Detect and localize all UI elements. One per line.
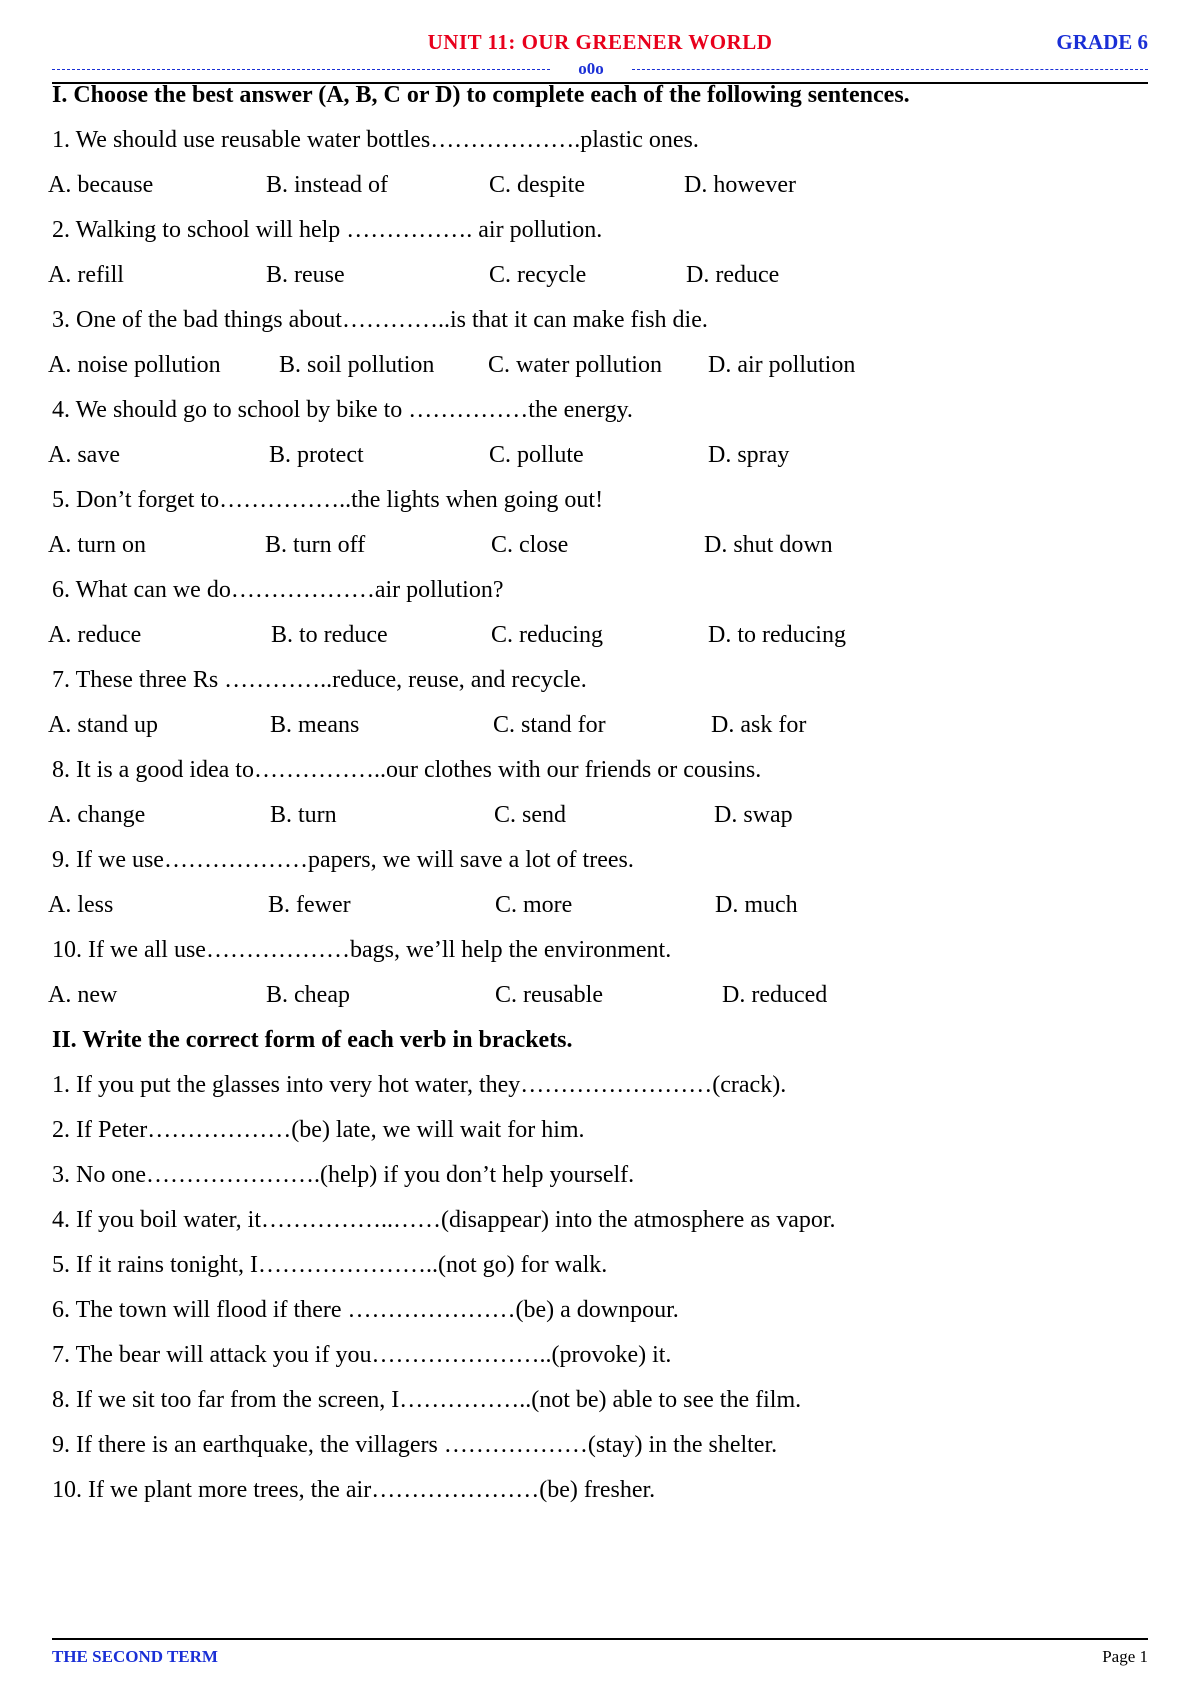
dashed-line-right bbox=[632, 69, 1148, 70]
verb-item-6: 6. The town will flood if there …………………(be) a downpour. bbox=[52, 1297, 679, 1323]
question-4: 4. We should go to school by bike to ……………the energy. bbox=[52, 397, 633, 423]
q10-option-b: B. cheap bbox=[266, 982, 350, 1008]
question-9: 9. If we use………………papers, we will save a lot of trees. bbox=[52, 847, 634, 873]
q10-option-c: C. reusable bbox=[495, 982, 603, 1008]
question-8: 8. It is a good idea to……………..our clothes with our friends or cousins. bbox=[52, 757, 762, 783]
q8-option-d: D. swap bbox=[714, 802, 793, 828]
q7-option-c: C. stand for bbox=[493, 712, 606, 738]
q6-option-c: C. reducing bbox=[491, 622, 603, 648]
q9-option-d: D. much bbox=[715, 892, 798, 918]
verb-item-8: 8. If we sit too far from the screen, I……………..(not be) able to see the film. bbox=[52, 1387, 802, 1413]
q9-option-c: C. more bbox=[495, 892, 573, 918]
q2-option-a: A. refill bbox=[48, 262, 124, 288]
question-6: 6. What can we do………………air pollution? bbox=[52, 577, 504, 603]
question-10: 10. If we all use………………bags, we’ll help the environment. bbox=[52, 937, 672, 963]
q9-option-a: A. less bbox=[48, 892, 114, 918]
page-number: Page 1 bbox=[1102, 1647, 1148, 1666]
q6-option-d: D. to reducing bbox=[708, 622, 846, 648]
q7-option-b: B. means bbox=[270, 712, 360, 738]
question-5: 5. Don’t forget to……………..the lights when going out! bbox=[52, 487, 604, 513]
q1-option-c: C. despite bbox=[489, 172, 585, 198]
q6-option-b: B. to reduce bbox=[271, 622, 388, 648]
footer-rule bbox=[52, 1638, 1148, 1640]
q3-option-a: A. noise pollution bbox=[48, 352, 221, 378]
verb-item-5: 5. If it rains tonight, I…………………..(not go) for walk. bbox=[52, 1252, 608, 1278]
q2-option-c: C. recycle bbox=[489, 262, 587, 288]
q5-option-c: C. close bbox=[491, 532, 569, 558]
verb-item-7: 7. The bear will attack you if you…………………..(provoke) it. bbox=[52, 1342, 672, 1368]
q4-option-b: B. protect bbox=[269, 442, 364, 468]
q5-option-d: D. shut down bbox=[704, 532, 833, 558]
q4-option-d: D. spray bbox=[708, 442, 790, 468]
grade-label: GRADE 6 bbox=[1056, 30, 1148, 54]
q7-option-d: D. ask for bbox=[711, 712, 807, 738]
q1-option-b: B. instead of bbox=[266, 172, 388, 198]
dashed-line-left bbox=[52, 69, 550, 70]
q6-option-a: A. reduce bbox=[48, 622, 142, 648]
q5-option-b: B. turn off bbox=[265, 532, 366, 558]
q9-option-b: B. fewer bbox=[268, 892, 351, 918]
q3-option-d: D. air pollution bbox=[708, 352, 856, 378]
q4-option-c: C. pollute bbox=[489, 442, 584, 468]
verb-item-4: 4. If you boil water, it……………..……(disappear) into the atmosphere as vapor. bbox=[52, 1207, 836, 1233]
q7-option-a: A. stand up bbox=[48, 712, 158, 738]
verb-item-9: 9. If there is an earthquake, the villagers ………………(stay) in the shelter. bbox=[52, 1432, 778, 1458]
q10-option-a: A. new bbox=[48, 982, 118, 1008]
unit-title: UNIT 11: OUR GREENER WORLD bbox=[427, 30, 773, 54]
verb-item-2: 2. If Peter………………(be) late, we will wait for him. bbox=[52, 1117, 585, 1143]
q10-option-d: D. reduced bbox=[722, 982, 828, 1008]
q2-option-d: D. reduce bbox=[686, 262, 780, 288]
q4-option-a: A. save bbox=[48, 442, 120, 468]
question-7: 7. These three Rs …………..reduce, reuse, and recycle. bbox=[52, 667, 587, 693]
verb-item-3: 3. No one………………….(help) if you don’t help yourself. bbox=[52, 1162, 635, 1188]
section-1-heading: I. Choose the best answer (A, B, C or D) to complete each of the following sentences. bbox=[52, 82, 910, 108]
question-2: 2. Walking to school will help ……………. air pollution. bbox=[52, 217, 603, 243]
q8-option-b: B. turn bbox=[270, 802, 337, 828]
q1-option-d: D. however bbox=[684, 172, 796, 198]
q8-option-c: C. send bbox=[494, 802, 566, 828]
question-3: 3. One of the bad things about…………..is that it can make fish die. bbox=[52, 307, 708, 333]
q1-option-a: A. because bbox=[48, 172, 154, 198]
term-label: THE SECOND TERM bbox=[52, 1647, 218, 1666]
question-1: 1. We should use reusable water bottles……………….plastic ones. bbox=[52, 127, 699, 153]
separator-mark: o0o bbox=[578, 59, 604, 78]
q2-option-b: B. reuse bbox=[266, 262, 345, 288]
q8-option-a: A. change bbox=[48, 802, 146, 828]
verb-item-1: 1. If you put the glasses into very hot water, they……………………(crack). bbox=[52, 1072, 787, 1098]
section-2-heading: II. Write the correct form of each verb in brackets. bbox=[52, 1027, 573, 1053]
header-separator bbox=[52, 60, 1148, 78]
q3-option-b: B. soil pollution bbox=[279, 352, 435, 378]
verb-item-10: 10. If we plant more trees, the air…………………(be) fresher. bbox=[52, 1477, 656, 1503]
q5-option-a: A. turn on bbox=[48, 532, 146, 558]
q3-option-c: C. water pollution bbox=[488, 352, 662, 378]
